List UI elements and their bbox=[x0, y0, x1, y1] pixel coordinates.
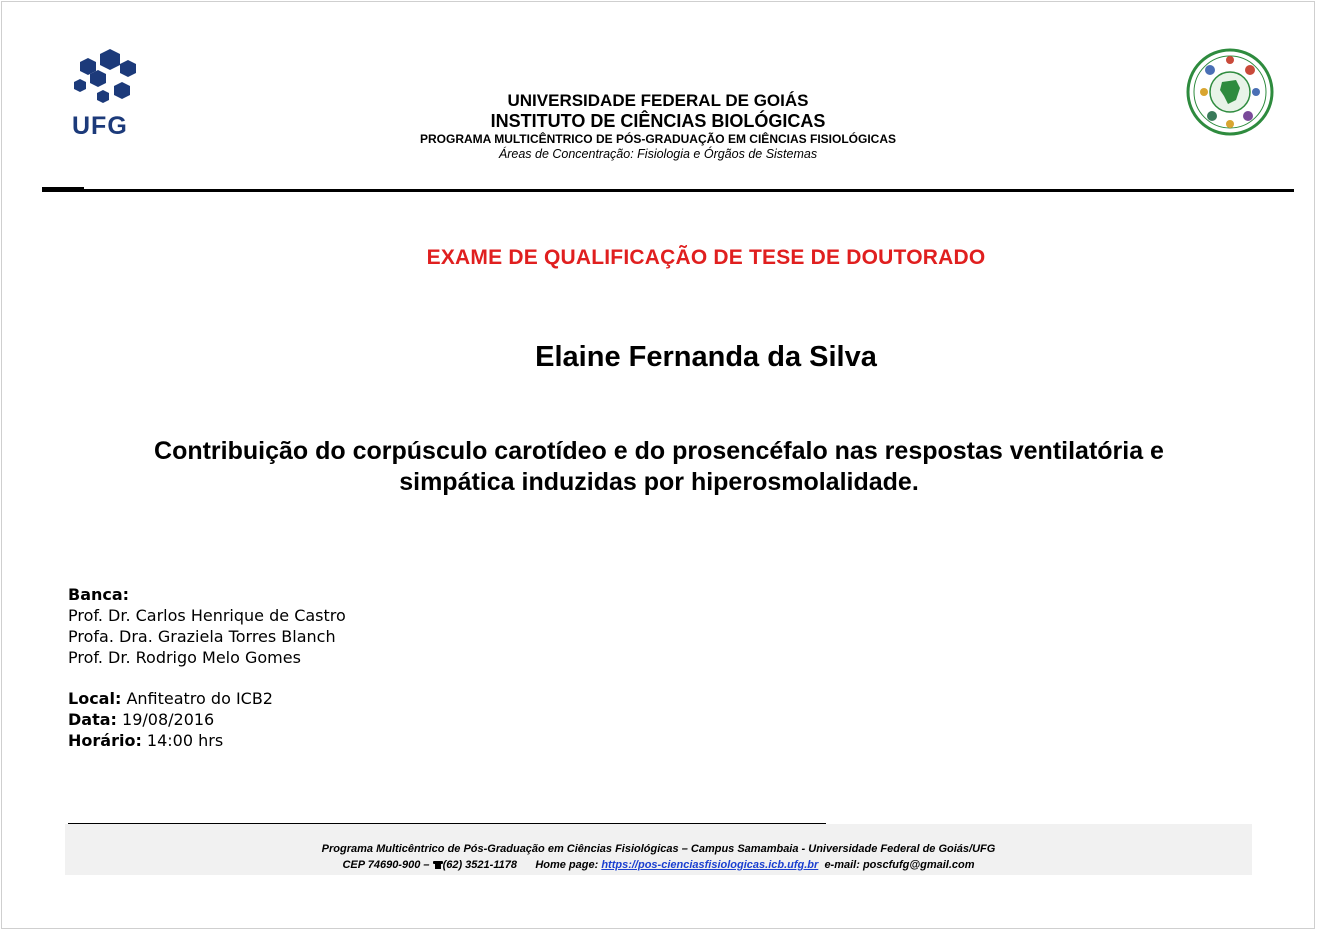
banca-member: Prof. Dr. Rodrigo Melo Gomes bbox=[68, 648, 301, 667]
time-value: 14:00 hrs bbox=[141, 731, 224, 750]
local-row bbox=[68, 688, 668, 709]
institution-header bbox=[300, 90, 1016, 162]
banca-member: Prof. Dr. Carlos Henrique de Castro bbox=[68, 606, 346, 625]
ufg-logo bbox=[72, 46, 144, 146]
ufg-logo-text: UFG bbox=[72, 112, 128, 140]
date-value: 19/08/2016 bbox=[116, 710, 215, 729]
university-name: UNIVERSIDADE FEDERAL DE GOIÁS bbox=[507, 91, 809, 110]
local-label: Local: bbox=[68, 689, 122, 708]
exam-title: EXAME DE QUALIFICAÇÃO DE TESE DE DOUTORADO bbox=[426, 246, 986, 269]
time-row bbox=[68, 730, 668, 751]
footer-homepage-label: Home page: bbox=[535, 859, 602, 871]
thesis-title-line-1: Contribuição do corpúsculo carotídeo e do prosencéfalo nas respostas ventilatória e bbox=[154, 437, 1164, 465]
date-row bbox=[68, 709, 668, 730]
concentration-areas: Áreas de Concentração: Fisiologia e Órgãos de Sistemas bbox=[498, 147, 818, 161]
ufg-hexagon-logo-icon bbox=[72, 46, 144, 110]
footer-line-1: Programa Multicêntrico de Pós-Graduação em Ciências Fisiológicas – Campus Samambaia - Universidade Federal de Goiás/UFG bbox=[321, 843, 996, 855]
date-label: Data: bbox=[68, 710, 117, 729]
thesis-title bbox=[60, 436, 1258, 498]
footer-phone: (62) 3521-1178 bbox=[442, 859, 517, 871]
program-seal-icon bbox=[1186, 48, 1274, 136]
banca-label: Banca: bbox=[68, 585, 130, 604]
page-footer bbox=[65, 824, 1252, 875]
banca-member: Profa. Dra. Graziela Torres Blanch bbox=[68, 627, 336, 646]
time-label: Horário: bbox=[68, 731, 142, 750]
telephone-icon bbox=[433, 860, 443, 869]
institute-name: INSTITUTO DE CIÊNCIAS BIOLÓGICAS bbox=[490, 111, 826, 131]
homepage-link[interactable]: https://pos-cienciasfisiologicas.icb.ufg.br bbox=[601, 859, 819, 871]
footer-email: e-mail: poscfufg@gmail.com bbox=[824, 859, 975, 871]
footer-cep: CEP 74690-900 – bbox=[342, 859, 433, 871]
header-divider bbox=[42, 189, 1294, 192]
program-name: PROGRAMA MULTICÊNTRICO DE PÓS-GRADUAÇÃO EM CIÊNCIAS FISIOLÓGICAS bbox=[419, 132, 896, 146]
footer-line-2 bbox=[65, 857, 1252, 873]
candidate-name: Elaine Fernanda da Silva bbox=[535, 341, 877, 373]
thesis-title-line-2: simpática induzidas por hiperosmolalidade. bbox=[399, 468, 919, 496]
local-value: Anfiteatro do ICB2 bbox=[121, 689, 273, 708]
program-seal bbox=[1186, 48, 1274, 136]
exam-info bbox=[68, 584, 668, 751]
